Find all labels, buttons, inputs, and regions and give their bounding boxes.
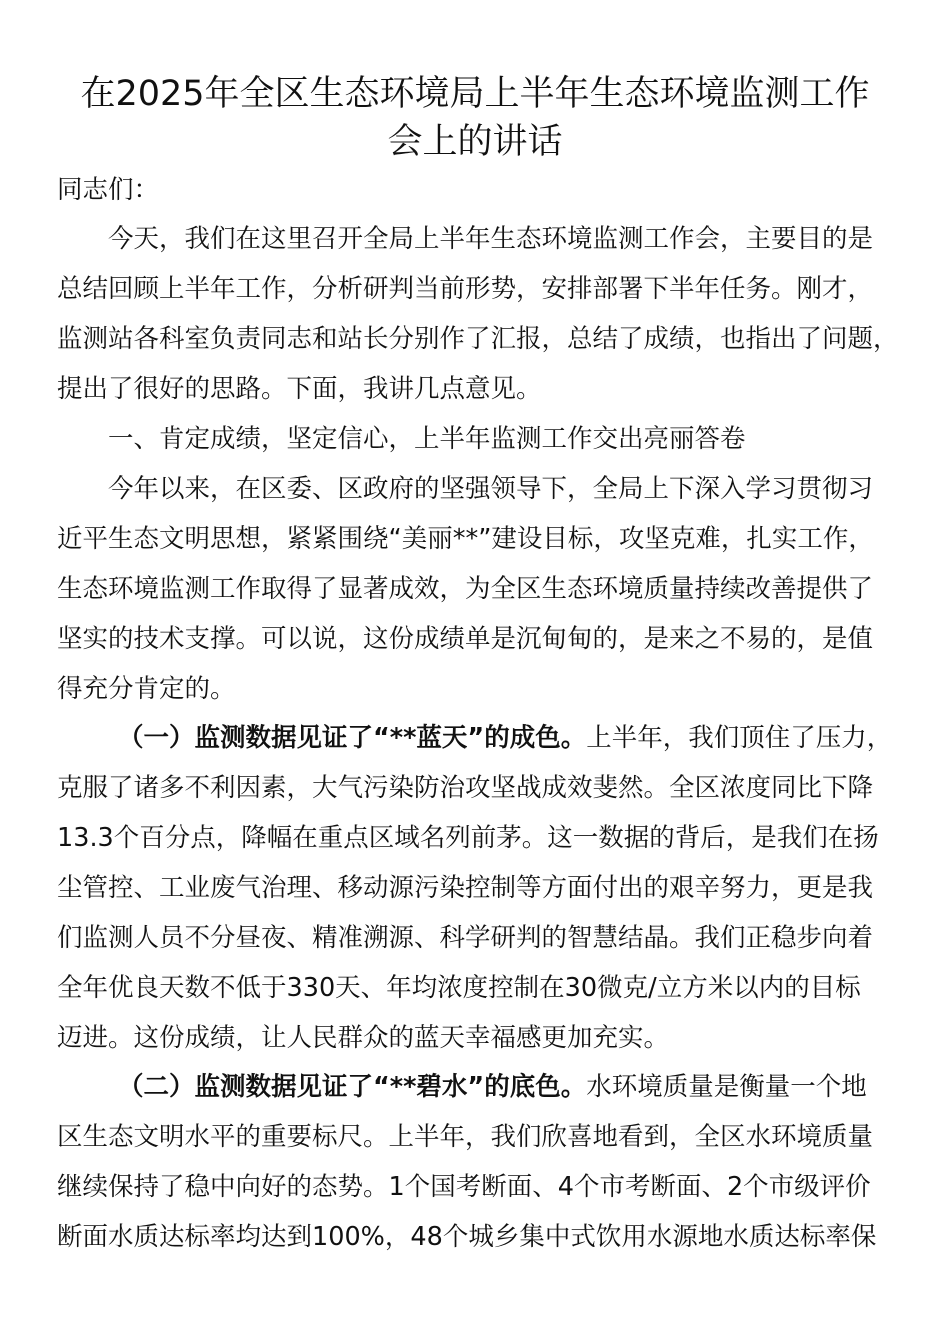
paragraph-line: 断面水质达标率均达到100%，48个城乡集中式饮用水源地水质达标率保 xyxy=(57,1222,877,1252)
paragraph-line: 13.3个百分点，降幅在重点区域名列前茅。这一数据的背后，是我们在扬 xyxy=(57,823,879,853)
subsection-line xyxy=(118,720,892,756)
subsection-line xyxy=(118,1069,867,1105)
subsection-heading-2: （二）监测数据见证了“**碧水”的底色。 xyxy=(118,1072,587,1102)
title-line-2: 会上的讲话 xyxy=(387,122,563,162)
paragraph-line: 们监测人员不分昼夜、精准溯源、科学研判的智慧结晶。我们正稳步向着 xyxy=(57,923,874,953)
paragraph-line: 近平生态文明思想，紧紧围绕“美丽**”建设目标，攻坚克难，扎实工作， xyxy=(57,524,874,554)
paragraph-line: 总结回顾上半年工作，分析研判当前形势，安排部署下半年任务。刚才， xyxy=(57,274,874,304)
paragraph-line: 今年以来，在区委、区政府的坚强领导下，全局上下深入学习贯彻习 xyxy=(108,474,874,504)
title-line-1: 在2025年全区生态环境局上半年生态环境监测工作 xyxy=(80,74,870,114)
paragraph-text: 水环境质量是衡量一个地 xyxy=(586,1072,867,1102)
section-heading: 一、肯定成绩，坚定信心，上半年监测工作交出亮丽答卷 xyxy=(108,424,746,454)
paragraph-line: 今天，我们在这里召开全局上半年生态环境监测工作会，主要目的是 xyxy=(108,224,874,254)
paragraph-line: 得充分肯定的。 xyxy=(57,674,236,704)
paragraph-line: 继续保持了稳中向好的态势。1个国考断面、4个市考断面、2个市级评价 xyxy=(57,1172,871,1202)
paragraph-line: 迈进。这份成绩，让人民群众的蓝天幸福感更加充实。 xyxy=(57,1023,670,1053)
paragraph-line: 生态环境监测工作取得了显著成效，为全区生态环境质量持续改善提供了 xyxy=(57,574,874,604)
paragraph-line: 全年优良天数不低于330天、年均浓度控制在30微克/立方米以内的目标 xyxy=(57,973,861,1003)
paragraph-line: 提出了很好的思路。下面，我讲几点意见。 xyxy=(57,374,542,404)
paragraph-line: 区生态文明水平的重要标尺。上半年，我们欣喜地看到，全区水环境质量 xyxy=(57,1122,874,1152)
paragraph-text: 上半年，我们顶住了压力， xyxy=(586,723,893,753)
paragraph-line: 尘管控、工业废气治理、移动源污染控制等方面付出的艰辛努力，更是我 xyxy=(57,873,874,903)
salutation: 同志们： xyxy=(57,175,160,205)
paragraph-line: 监测站各科室负责同志和站长分别作了汇报，总结了成绩，也指出了问题， xyxy=(57,324,899,354)
paragraph-line: 克服了诸多不利因素，大气污染防治攻坚战成效斐然。全区浓度同比下降 xyxy=(57,773,874,803)
subsection-heading-1: （一）监测数据见证了“**蓝天”的成色。 xyxy=(118,723,587,753)
paragraph-line: 坚实的技术支撑。可以说，这份成绩单是沉甸甸的，是来之不易的，是值 xyxy=(57,624,874,654)
